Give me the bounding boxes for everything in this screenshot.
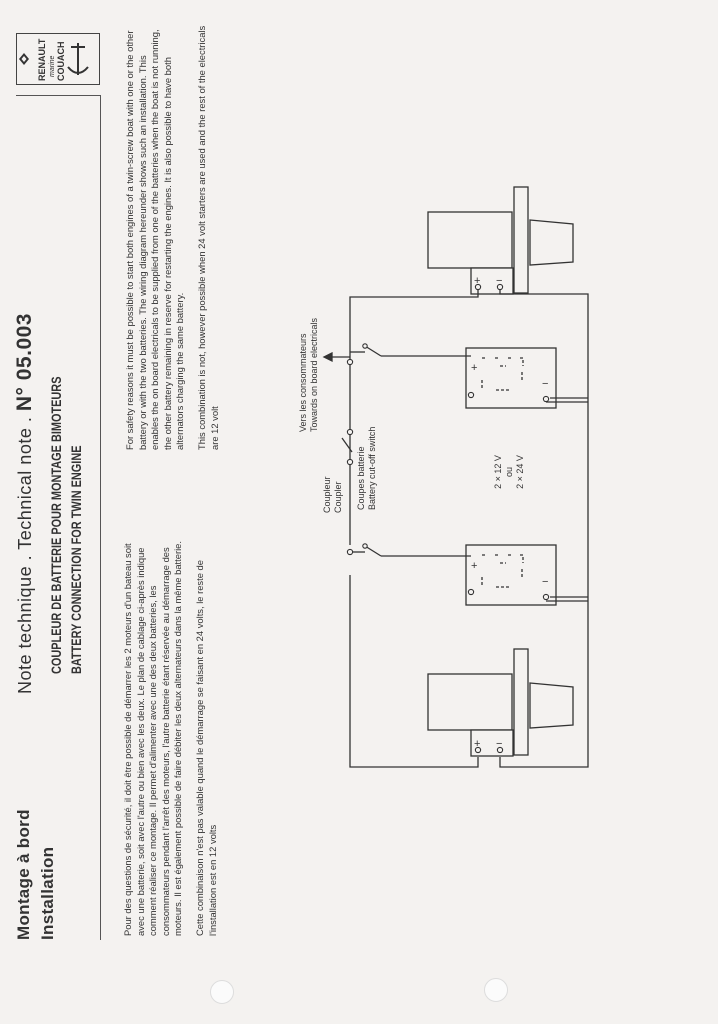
- minus-top-engine: −: [496, 275, 503, 287]
- minus-top-battery: −: [542, 378, 549, 390]
- battery-spec-1: 2 × 12 V: [493, 455, 503, 489]
- battery-spec-or: ou: [504, 467, 514, 478]
- coupler-en: Coupler: [333, 481, 343, 513]
- cutoff-fr: Coupes batterie: [356, 446, 366, 510]
- note-prefix: Note technique . Technical note .: [15, 416, 35, 694]
- logo-text-2: marine: [49, 55, 56, 77]
- minus-bottom-engine: −: [496, 738, 503, 750]
- binder-hole-left: [210, 980, 234, 1004]
- cutoff-en: Battery cut-off switch: [367, 426, 377, 510]
- text-en-para1: For safety reasons it must be possible to start both engines of a twin-screw boat with one or the other battery or with the two batteries. The wiring diagram hereunder shows such an installation. This enables the on board electricals to be supplied from one of the batteries when the boat is not running, the other battery remaining in reserve for restarting the engines. It is also possible to have both alternators charging the same battery.: [124, 29, 186, 450]
- title-en: BATTERY CONNECTION FOR TWIN ENGINE: [68, 445, 84, 674]
- minus-bottom-battery: −: [542, 576, 549, 588]
- plus-bottom-engine: +: [474, 738, 481, 750]
- plus-top-engine: +: [474, 275, 481, 287]
- battery-spec-2: 2 × 24 V: [515, 455, 525, 489]
- note-number: N° 05.003: [13, 313, 36, 412]
- coupler-fr: Coupleur: [322, 476, 332, 513]
- text-fr-para1: Pour des questions de sécurité, il doit être possible de démarrer les 2 moteurs d'un bateau soit avec une batterie, soit avec l'autre ou bien avec les deux. Le plan de cablage ci-après indique comment réaliser ce montage. Il permet d'alimenter avec une des deux batteries, les consommateurs pendant l'arrêt des moteurs, l'autre batterie étant réservée au démarrage des moteurs. Il est également possible de faire débiter les deux alternateurs dans la même batterie.: [122, 540, 184, 936]
- binder-hole-right: [484, 978, 508, 1002]
- consumers-en: Towards on board electricals: [309, 317, 319, 432]
- text-en-para2: This combination is not, however possible when 24 volt starters are used and the rest of the electricals are 12 volt: [195, 25, 220, 450]
- title-fr: COUPLEUR DE BATTERIE POUR MONTAGE BIMOTEURS: [48, 376, 64, 674]
- plus-bottom-battery: +: [471, 560, 478, 572]
- section-title-2: Installation: [38, 846, 57, 940]
- plus-top-battery: +: [471, 362, 478, 374]
- section-title-1: Montage à bord: [14, 809, 33, 940]
- logo-text-1: RENAULT: [37, 38, 47, 81]
- text-fr-para2: Cette combinaison n'est pas valable quand le démarrage se faisant en 24 volts, le reste de l'installation est en 12 volts: [193, 560, 218, 936]
- consumers-fr: Vers les consommateurs: [298, 333, 308, 432]
- logo-text-3: COUACH: [56, 41, 66, 81]
- battery-bottom: [466, 545, 556, 605]
